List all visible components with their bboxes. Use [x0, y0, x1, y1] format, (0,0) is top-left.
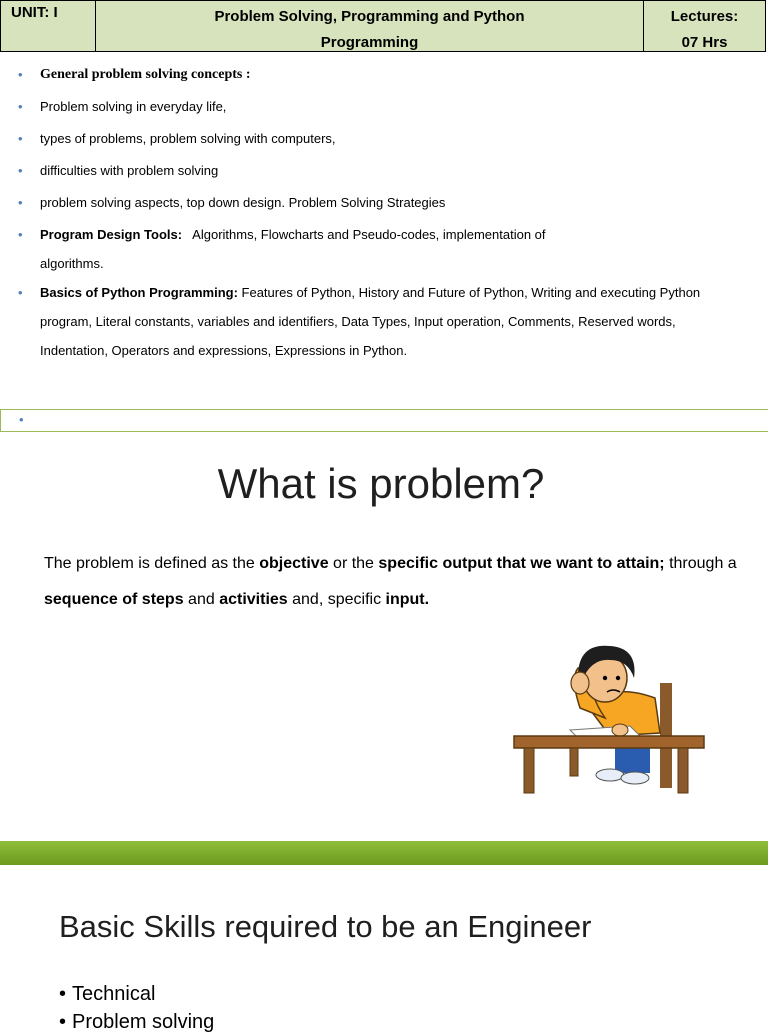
skill-item: • Problem solving: [59, 1011, 215, 1033]
paragraph-emphasis: specific output that we want to attain;: [378, 555, 665, 572]
paragraph-text: The problem is defined as the: [44, 555, 260, 572]
syllabus-item-text: Features of Python, History and Future of Python, Writing and executing Python program, Literal constants, variables and identifiers, Data Types, Input operation, Comments, Reserved words, Indentation, Operators and expressions, Expressions in Python.: [40, 285, 701, 358]
skill-item: • Technical: [59, 983, 156, 1005]
syllabus-item-text: Algorithms, Flowcharts and Pseudo-codes, implementation of algorithms.: [40, 227, 550, 271]
lectures-cell: [644, 1, 765, 51]
paragraph-text: through a: [664, 555, 737, 572]
slide-title-what-is-problem: What is problem?: [217, 460, 545, 507]
lectures-label: Lectures:: [670, 8, 739, 25]
paragraph-emphasis: sequence of steps: [44, 591, 184, 608]
unit-title-line1: Problem Solving, Programming and Python: [214, 8, 525, 25]
syllabus-item-bold: Program Design Tools:: [40, 227, 183, 242]
syllabus-item: [0, 278, 768, 365]
lectures-hours: 07 Hrs: [681, 34, 728, 51]
empty-bullet-row: [0, 409, 768, 432]
syllabus-item: • Problem solving in everyday life,: [0, 92, 768, 121]
syllabus-item: • problem solving aspects, top down design. Problem Solving Strategies: [0, 188, 768, 217]
paragraph-text: or the: [328, 555, 379, 572]
skill-label: Problem solving: [72, 1011, 215, 1033]
skills-list: [59, 980, 214, 1036]
bullet-marker: •: [19, 412, 24, 427]
thinking-student-illustration: [510, 638, 705, 798]
paragraph-text: and, specific: [287, 591, 386, 608]
syllabus-item: • types of problems, problem solving with computers,: [0, 124, 768, 153]
slide-title-basic-skills: Basic Skills required to be an Engineer: [59, 909, 592, 944]
syllabus-item: [0, 220, 768, 278]
unit-cell: UNIT: I: [1, 1, 96, 51]
unit-title-line2: Programming: [320, 34, 419, 51]
skill-label: Technical: [72, 983, 156, 1005]
paragraph-emphasis: input.: [385, 591, 430, 608]
syllabus-list: [0, 60, 768, 365]
unit-title-cell: [96, 1, 644, 51]
syllabus-item: • General problem solving concepts :: [0, 60, 768, 89]
paragraph-emphasis: activities: [219, 591, 288, 608]
paragraph-emphasis: objective: [259, 555, 329, 572]
unit-header-table: [0, 0, 766, 52]
slide-divider-band: [0, 841, 768, 865]
paragraph-text: and: [183, 591, 220, 608]
problem-definition-paragraph: [44, 546, 744, 618]
syllabus-item: • difficulties with problem solving: [0, 156, 768, 185]
syllabus-item-bold: Basics of Python Programming:: [40, 285, 238, 300]
